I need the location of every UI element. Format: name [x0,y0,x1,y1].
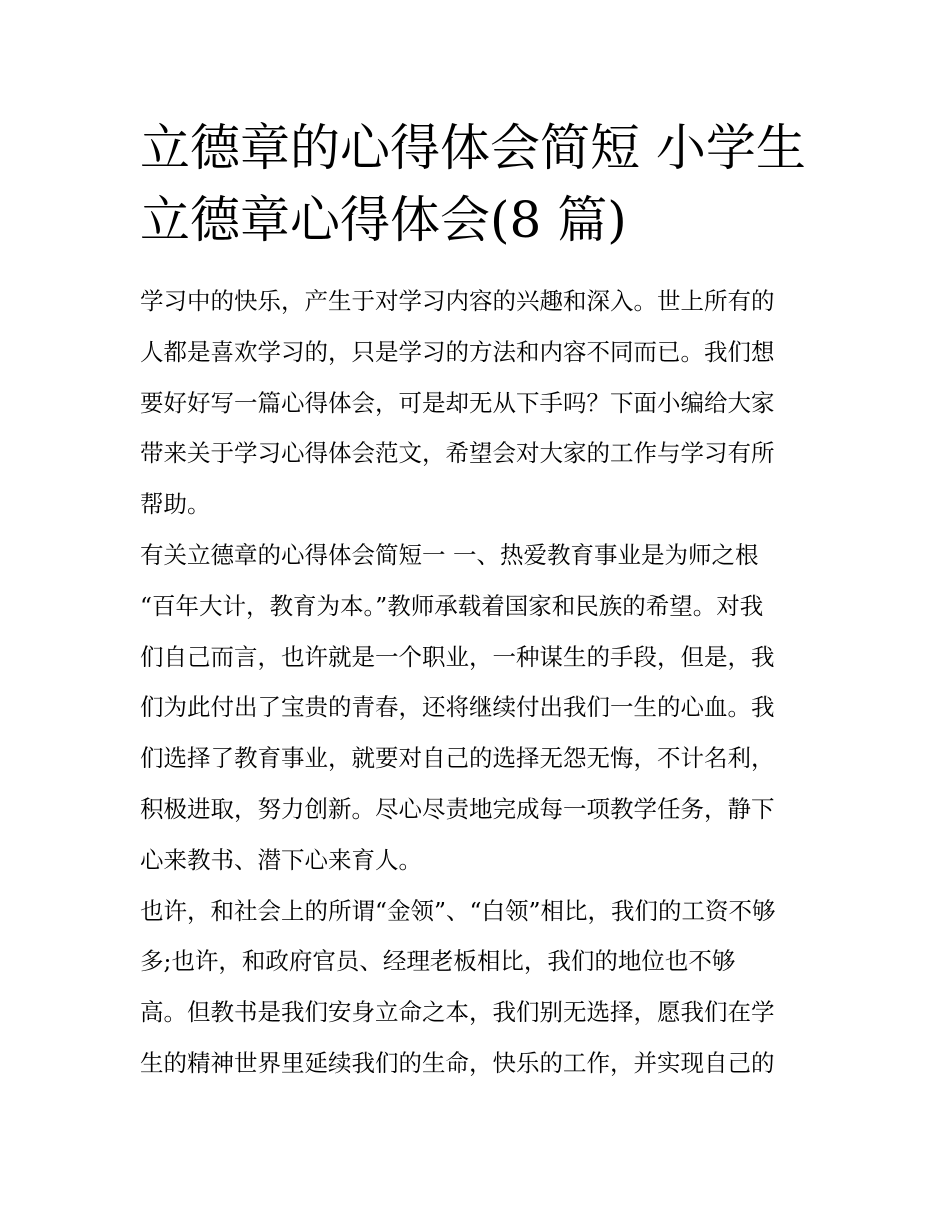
body-line: 们自己而言，也许就是一个职业，一种谋生的手段，但是，我 [140,642,775,671]
body-line: 积极进取，努力创新。尽心尽责地完成每一项教学任务，静下 [140,794,775,823]
document-body [140,276,820,1089]
body-line: 人都是喜欢学习的，只是学习的方法和内容不同而已。我们想 [140,337,775,366]
body-line: 心来教书、潜下心来育人。 [140,845,422,874]
body-line: 要好好写一篇心得体会，可是却无从下手吗？下面小编给大家 [140,388,775,417]
body-line: 们为此付出了宝贵的青春，还将继续付出我们一生的心血。我 [140,693,775,722]
body-line: 也许，和社会上的所谓“金领”、“白领”相比，我们的工资不够 [140,896,776,925]
title-line-1: 立德章的心得体会简短 小学生 [140,119,806,177]
body-line: 有关立德章的心得体会简短一 一、热爱教育事业是为师之根 [140,540,759,569]
body-line: “百年大计，教育为本。”教师承载着国家和民族的希望。对我 [140,591,764,620]
body-line: 生的精神世界里延续我们的生命，快乐的工作，并实现自己的 [140,1048,775,1077]
body-line: 高。但教书是我们安身立命之本，我们别无选择，愿我们在学 [140,998,775,1027]
body-line: 带来关于学习心得体会范文，希望会对大家的工作与学习有所 [140,439,775,468]
body-line: 学习中的快乐，产生于对学习内容的兴趣和深入。世上所有的 [140,287,775,315]
body-line: 帮助。 [140,490,211,519]
title-line-2: 立德章心得体会(8 篇) [140,191,627,249]
body-line: 多;也许，和政府官员、经理老板相比，我们的地位也不够 [140,947,736,976]
body-line: 们选择了教育事业，就要对自己的选择无怨无悔，不计名利， [140,744,775,773]
document-title [140,112,820,256]
